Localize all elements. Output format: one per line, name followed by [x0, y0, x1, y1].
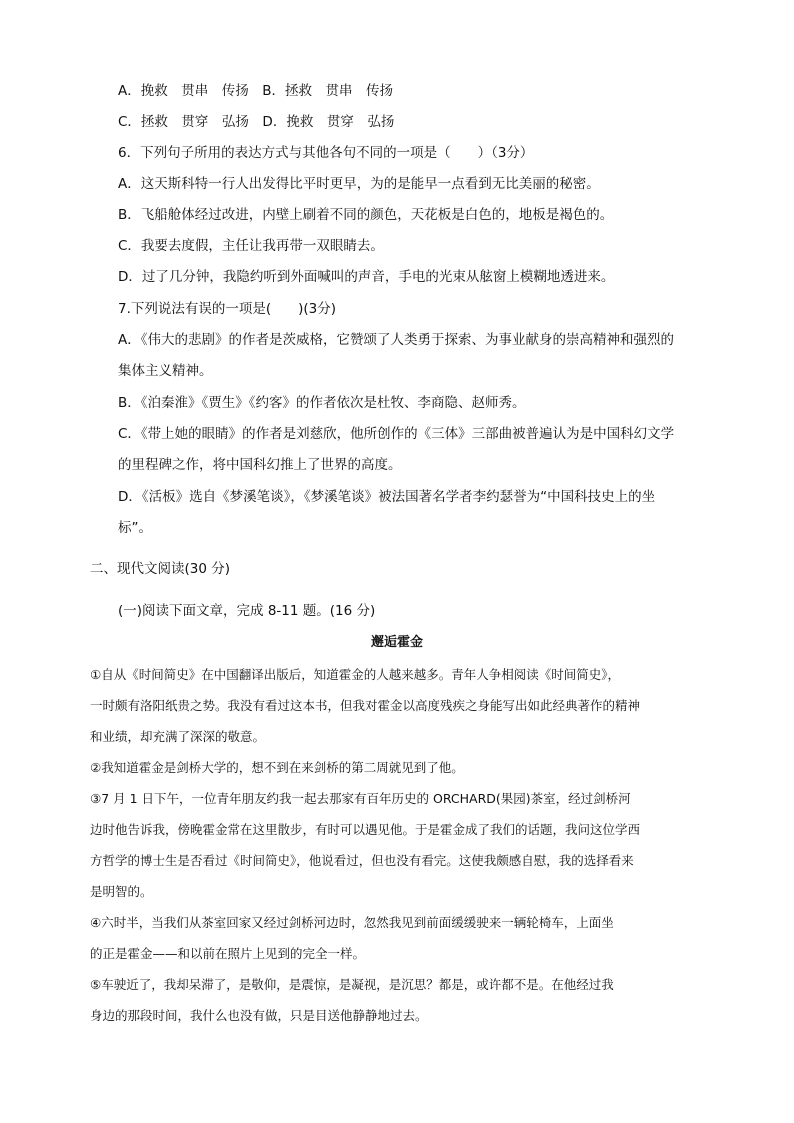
q7-option-a: A．《伟大的悲剧》的作者是茨威格，它赞颂了人类勇于探索、为事业献身的崇高精神和强烈的 — [118, 332, 674, 348]
q5-options-cd: C．拯救 贯穿 弘扬 D．挽救 贯穿 弘扬 — [118, 114, 395, 130]
paragraph-line: ②我知道霍金是剑桥大学的，想不到在来剑桥的第二周就见到了他。 — [90, 760, 464, 775]
q7-option-a-cont: 集体主义精神。 — [118, 363, 213, 379]
paragraph-line: ③7 月 1 日下午，一位青年朋友约我一起去那家有百年历史的 ORCHARD(果园)茶室，经过剑桥河 — [90, 791, 631, 806]
paragraph-line: ④六时半，当我们从茶室回家又经过剑桥河边时，忽然我见到前面缓缓驶来一辆轮椅车，上面坐 — [90, 915, 614, 930]
reading-instruction: (一)阅读下面文章，完成 8-11 题。(16 分) — [118, 603, 376, 619]
paragraph-line: 边时他告诉我，傍晚霍金常在这里散步，有时可以遇见他。于是霍金成了我们的话题，我问这位学西 — [90, 822, 641, 837]
q7-option-c-cont: 的里程碑之作，将中国科幻推上了世界的高度。 — [118, 457, 402, 473]
question-6: 6．下列句子所用的表达方式与其他各句不同的一项是（ ）（3分） — [118, 145, 534, 161]
article-title: 邂逅霍金 — [370, 635, 423, 650]
paragraph-line: 方哲学的博士生是否看过《时间简史》，他说看过，但也没有看完。这使我颇感自慰，我的选择看来 — [90, 853, 634, 868]
q6-option-d: D．过了几分钟，我隐约听到外面喊叫的声音，手电的光束从舷窗上模糊地透进来。 — [118, 269, 615, 285]
section-heading: 二、现代文阅读(30 分) — [90, 561, 231, 577]
q7-option-d-cont: 标”。 — [118, 520, 152, 536]
paragraph-line: 是明智的。 — [90, 884, 153, 899]
paragraph-line: ①自从《时间简史》在中国翻译出版后，知道霍金的人越来越多。青年人争相阅读《时间简史》， — [90, 667, 620, 682]
q6-option-a: A．这天斯科特一行人出发得比平时更早，为的是能早一点看到无比美丽的秘密。 — [118, 176, 600, 192]
question-7: 7.下列说法有误的一项是( )(3分) — [118, 301, 337, 317]
paragraph-line: ⑤车驶近了，我却呆滞了，是敬仰，是震惊，是凝视，是沉思？都是，或许都不是。在他经过我 — [90, 977, 614, 992]
q7-option-c: C．《带上她的眼睛》的作者是刘慈欣，他所创作的《三体》三部曲被普遍认为是中国科幻文学 — [118, 426, 675, 442]
q6-option-b: B．飞船舱体经过改进，内壁上刷着不同的颜色，天花板是白色的，地板是褐色的。 — [118, 207, 614, 223]
paragraph-line: 一时颇有洛阳纸贵之势。我没有看过这本书，但我对霍金以高度残疾之身能写出如此经典著作的精神 — [90, 698, 641, 713]
q7-option-b: B．《泊秦淮》《贾生》《约客》的作者依次是杜牧、李商隐、赵师秀。 — [118, 395, 526, 411]
paragraph-line: 身边的那段时间，我什么也没有做，只是目送他静静地过去。 — [90, 1008, 428, 1023]
paragraph-line: 的正是霍金——和以前在照片上见到的完全一样。 — [90, 946, 366, 961]
q5-options-ab: A．挽救 贯串 传扬 B．拯救 贯串 传扬 — [118, 83, 393, 99]
q7-option-d: D．《活板》选自《梦溪笔谈》，《梦溪笔谈》被法国著名学者李约瑟誉为“中国科技史上的坐 — [118, 489, 656, 505]
q6-option-c: C．我要去度假，主任让我再带一双眼睛去。 — [118, 238, 384, 254]
paragraph-line: 和业绩，却充满了深深的敬意。 — [90, 729, 266, 744]
